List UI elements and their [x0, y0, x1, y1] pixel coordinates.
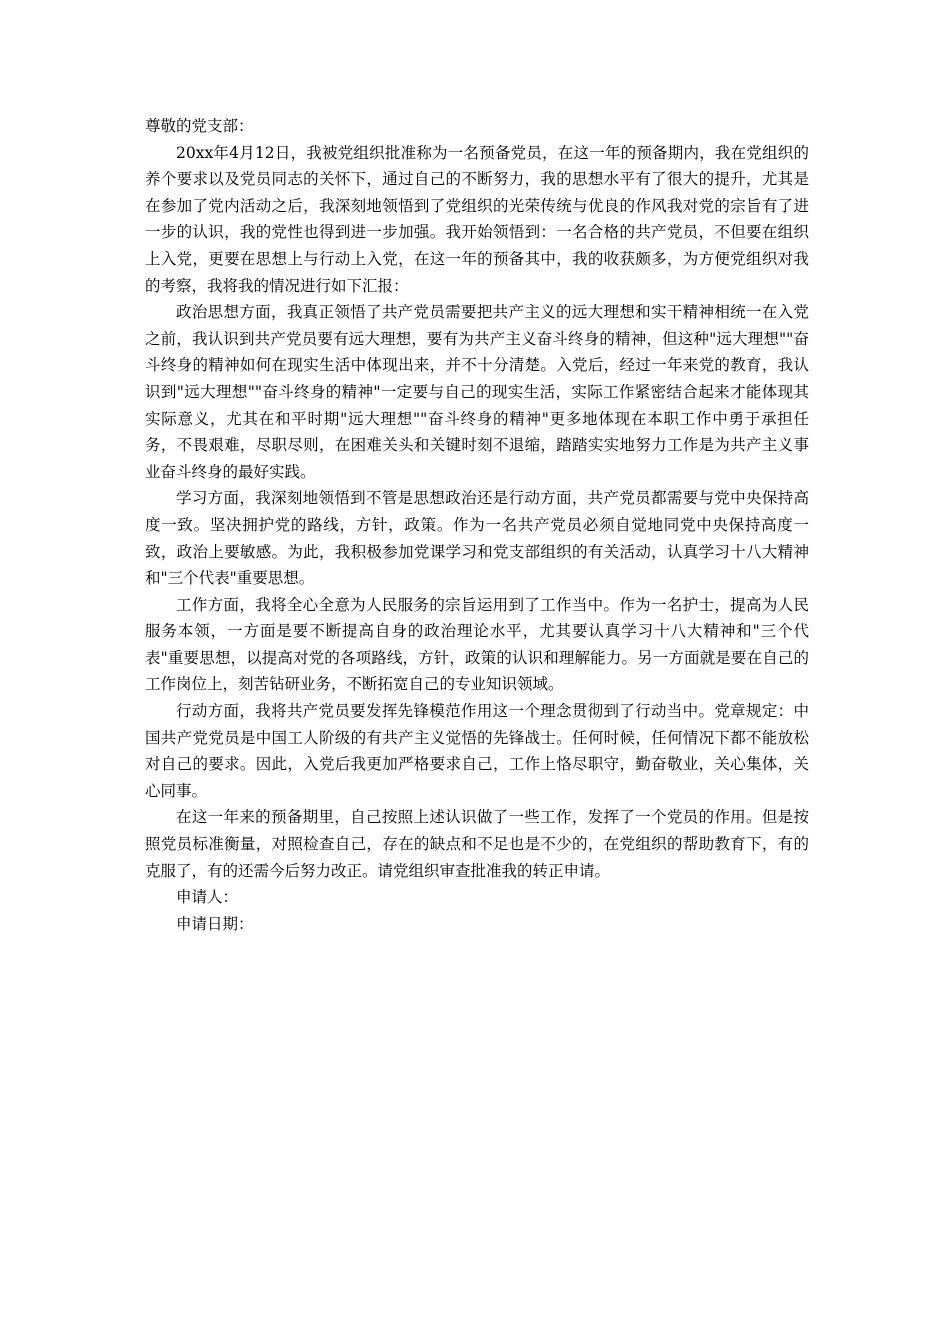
paragraph-probation-intro: 20xx年4月12日，我被党组织批准称为一名预备党员，在这一年的预备期内，我在党组织的养个要求以及党员同志的关怀下，通过自己的不断努力，我的思想水平有了很大的提升，尤其是在参加了党内活动之后，我深刻地领悟到了党组织的光荣传统与优良的作风我对党的宗旨有了进一步的认识，我的党性也得到进一步加强。我开始领悟到：一名合格的共产党员，不但要在组织上入党，更要在思想上与行动上入党，在这一年的预备其中，我的收获颇多，为方便党组织对我的考察，我将我的情况进行如下汇报：: [145, 143, 809, 295]
application-date-label: 申请日期：: [176, 914, 254, 933]
applicant-label: 申请人：: [176, 888, 239, 907]
paragraph-action: 行动方面，我将共产党员要发挥先锋模范作用这一个理念贯彻到了行动当中。党章规定：中国共产党党员是中国工人阶级的有共产主义觉悟的先锋战士。任何时候，任何情况下都不能放松对自己的要求。因此，入党后我更加严格要求自己，工作上恪尽职守，勤奋敬业，关心集体，关心同事。: [145, 702, 809, 800]
paragraph-study: 学习方面，我深刻地领悟到不管是思想政治还是行动方面，共产党员都需要与党中央保持高度一致。坚决拥护党的路线，方针，政策。作为一名共产党员必须自觉地同党中央保持高度一致，政治上要敏感。为此，我积极参加党课学习和党支部组织的有关活动，认真学习十八大精神和"三个代表"重要思想。: [145, 489, 809, 588]
letter-greeting: 尊敬的党支部：: [145, 117, 254, 135]
paragraph-political-thought: 政治思想方面，我真正领悟了共产党员需要把共产主义的远大理想和实干精神相统一在入党之前，我认识到共产党员要有远大理想，要有为共产主义奋斗终身的精神，但这种"远大理想""奋斗终身的精神如何在现实生活中体现出来，并不十分清楚。入党后，经过一年来党的教育，我认识到"远大理想""奋斗终身的精神"一定要与自己的现实生活，实际工作紧密结合起来才能体现其实际意义，尤其在和平时期"远大理想""奋斗终身的精神"更多地体现在本职工作中勇于承担任务，不畏艰难，尽职尽则，在困难关头和关键时刻不退缩，踏踏实实地努力工作是为共产主义事业奋斗终身的最好实践。: [145, 303, 809, 481]
paragraph-summary: 在这一年来的预备期里，自己按照上述认识做了一些工作，发挥了一个党员的作用。但是按照党员标准衡量，对照检查自己，存在的缺点和不足也是不少的，在党组织的帮助教育下，有的克服了，有的还需今后努力改正。请党组织审查批准我的转正申请。: [145, 808, 809, 880]
paragraph-work: 工作方面，我将全心全意为人民服务的宗旨运用到了工作当中。作为一名护士，提高为人民服务本领，一方面是要不断提高自身的政治理论水平，尤其要认真学习十八大精神和"三个代表"重要思想，以提高对党的各项路线，方针，政策的认识和理解能力。另一方面就是要在自己的工作岗位上，刻苦钻研业务，不断拓宽自己的专业知识领域。: [145, 595, 809, 694]
document-page: [145, 113, 809, 937]
